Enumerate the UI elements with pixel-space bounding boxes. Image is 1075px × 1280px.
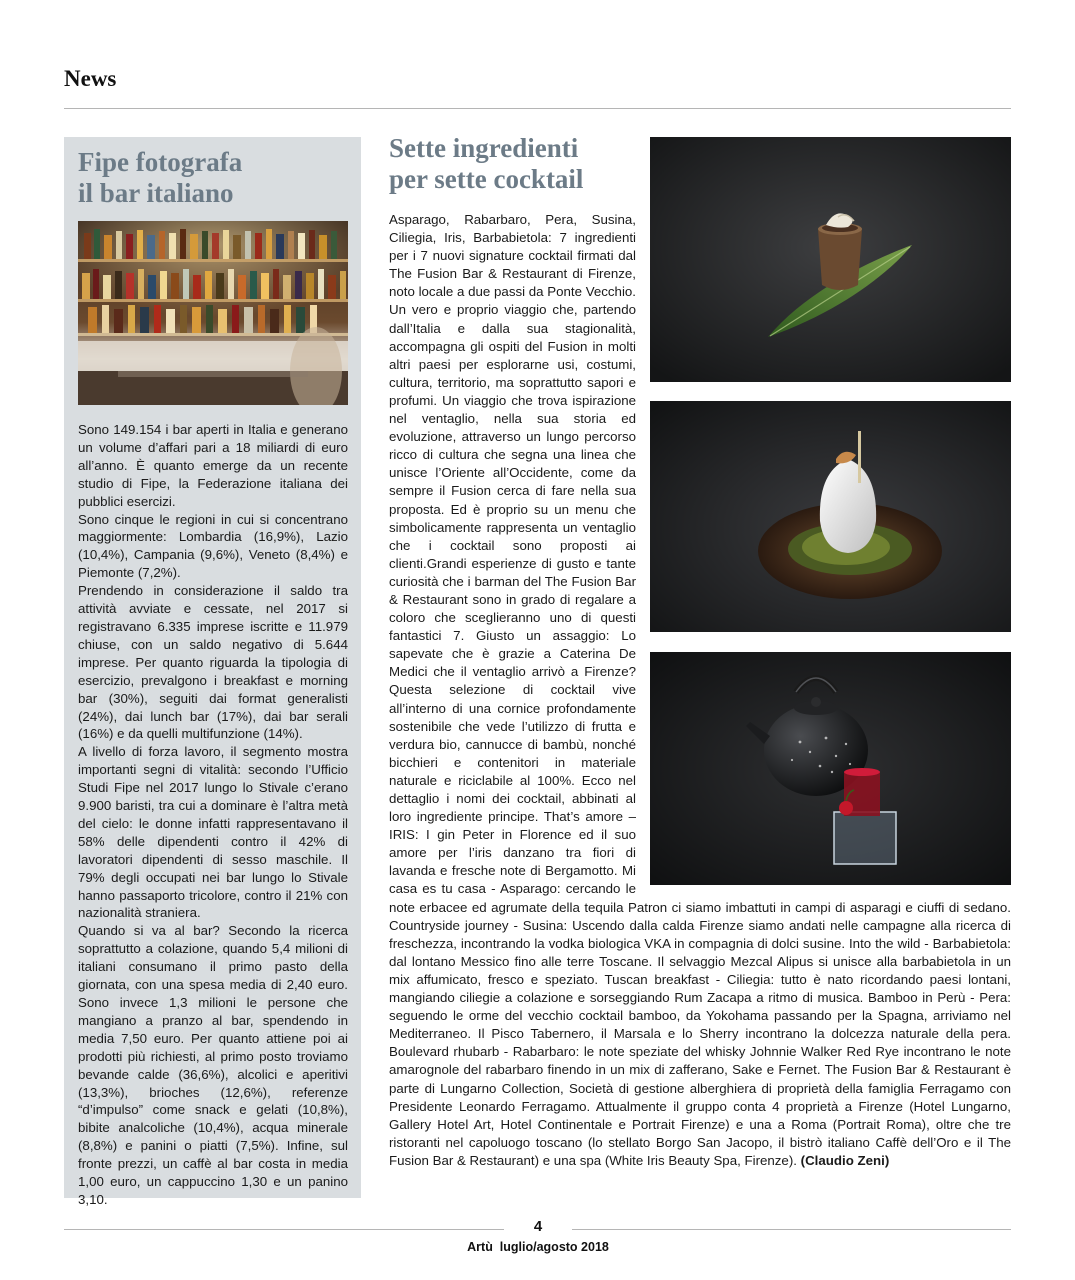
article-body-text: Asparago, Rabarbaro, Pera, Susina, Ciliegia, Iris, Barbabietola: 7 ingredienti per i 7 nuovi signature cocktail firmati dal The Fusion Bar & Restaurant di Firenze, noto locale a due passi da Ponte Vecchio. Un vero e proprio viaggio che, partendo dall’Italia e dalla sua stagionalità, accompagna gli ospiti del Fusion in molti altri paesi per esplorarne usi, costumi, cultura, territorio, ma soprattutto sapori e profumi. Un viaggio che trova ispirazione nel ventaglio, nella sua storia ed evoluzione, attraverso un lungo percorso ricco di cultura che segna una linea che unisce l’Oriente all’Occidente, come da sempre il Fusion cerca di fare nella sua proposta. Ed è proprio su un menu che simbolicamente rappresenta un ventaglio che i cocktail sono proposti ai clienti.Grandi esperienze di gusto e tante curiosità che i barman del The Fusion Bar & Restaurant sono in grado di regalare a coloro che sceglieranno uno di questi fantastici 7. Giusto un assaggio: Lo sapevate che è grazie a Caterina De Medici che il ventaglio arrivò a Firenze? Questa selezione di cocktail vive all’interno di una cornice profondamente sostenibile che vede l’utilizzo di frutta e verdura bio, cannucce di bambù, nonché bicchieri e contenitori in materiale naturale e riciclabile al 100%. Ecco nel dettaglio i nomi dei cocktail, abbinati al loro ingrediente principe. That’s amore – IRIS: I gin Peter in Florence ed il suo amore per l’iris danzano tra fiori di lavanda e fresche note di Bergamotto. Mi casa es tu casa - Asparago: cercando le note erbacee ed agrumate della tequila Patron ci siamo imbattuti in campi di asparagi e ciuffi di sedano. Countryside journey - Susina: Uscendo dalla calda Firenze siamo andati nelle campagne alla ricerca di freschezza, incontrando la vodka biologica VKA in compagnia di dolci susine. Into the wild - Barbabietola: dal lontano Messico fino alle terre Toscane. Il selvaggio Mezcal Alipus si unisce alla barbabietola in un mix affumicato, fresco e speziato. Tuscan breakfast - Ciliegia: tutto è nato ricordando paesi lontani, mangiando ciliegie a colazione e sorseggiando Rum Zacapa a ritmo di musica. Bamboo in Perù - Pera: seguendo le orme del vecchio cocktail bamboo, da Yokohama passando per la Spagna, arriviamo nel Mediterraneo. Il Pisco Tabernero, il Marsala e lo Sherry incontrano la dolcezza naturale della pera. Boulevard rhubarb - Rabarbaro: le note speziate del whisky Johnnie Walker Red Rye incontrano le note amarognole del rabarbaro finendo in un mix di zafferano, Sake e Fernet. The Fusion Bar & Restaurant è parte di Lungarno Collection, Società di gestione alberghiera di proprietà della famiglia Ferragamo con Presidente Leonardo Ferragamo. Attualmente il gruppo conta 4 proprietà a Firenze (Hotel Lungarno, Gallery Hotel Art, Hotel Continentale e Portrait Firenze) e una a Roma (Portrait Roma), oltre che tre ristoranti nel capoluogo toscano (lo stellato Borgo San Jacopo, il bistrò italiano Caffè dell’Oro e il The Fusion Bar & Restaurant) e una spa (White Iris Beauty Spa, Firenze).	[389, 212, 1011, 1168]
article-author: (Claudio Zeni)	[800, 1152, 890, 1168]
article-title-line-1: Sette ingredienti	[389, 133, 579, 163]
publication-name: Artù	[467, 1240, 493, 1254]
cocktail-photo-leaf	[650, 137, 1011, 382]
footer-rule-right	[572, 1229, 1011, 1230]
sidebar-paragraph: Prendendo in considerazione il saldo tra attività avviate e cessate, nel 2017 si registravano 6.335 imprese iscritte e 11.979 chiuse, con un saldo negativo di 5.644 imprese. Per quanto riguarda la tipologia di esercizio, prevalgono i breakfast e morning bar (30%), seguiti dai format generalisti (24%), dai lunch bar (17%), dai bar serali (16%) e da quelli multifunzione (14%).	[78, 583, 348, 742]
sidebar-paragraph: Quando si va al bar? Secondo la ricerca soprattutto a colazione, quando 5,4 milioni di italiani consumano il primo pasto della giornata, con una spesa media di 2,40 euro. Sono invece 1,3 milioni le persone che mangiano a pranzo al bar, spendendo in media 7,50 euro. Per quanto attiene poi ai prodotti più richiesti, al primo posto troviamo bevande calde (36,6%), alcolici e aperitivi (13,3%), brioches (12,6%), referenze “d’impulso” come snack e gelati (10,8%), bibite analcoliche (10,4%), acqua minerale (8,8%) e panini o piatti (7,5%). Infine, sul fronte prezzi, un caffè al bar costa in media 1,00 euro, un cappuccino 1,30 e un panino 3,10.	[78, 923, 348, 1207]
sidebar-paragraph: Sono 149.154 i bar aperti in Italia e generano un volume d’affari pari a 18 miliardi di euro all’anno. È quanto emerge da un recente studio di Fipe, la Federazione italiana dei pubblici esercizi.	[78, 422, 348, 509]
header-rule	[64, 108, 1011, 109]
page-number: 4	[533, 1218, 543, 1235]
footer-credit	[420, 1240, 656, 1254]
bar-shelves-photo	[78, 221, 348, 405]
cocktail-photo-egg	[650, 401, 1011, 632]
sidebar-title-line-2: il bar italiano	[78, 178, 234, 208]
sidebar-text	[78, 421, 348, 1209]
article-title-line-2: per sette cocktail	[389, 164, 584, 194]
sidebar-paragraph: Sono cinque le regioni in cui si concentrano maggiormente: Lombardia (16,9%), Lazio (10,4%), Campania (9,6%), Veneto (8,4%) e Piemonte (7,2%).	[78, 511, 348, 581]
sidebar-paragraph: A livello di forza lavoro, il segmento mostra importanti segni di vitalità: secondo l’Ufficio Studi Fipe nel 2017 lungo lo Stivale c’erano 9.900 baristi, tra cui a dominare è l’altra metà del cielo: le donne infatti rappresentavano il 58% delle dipendenti contro il 42% di lavoratori dipendenti di sesso maschile. Il 79% degli occupati nei bar lungo lo Stivale hanno passaporto tricolore, contro il 21% con nazionalità straniera.	[78, 744, 348, 921]
sidebar-title-line-1: Fipe fotografa	[78, 147, 243, 177]
section-label: News	[64, 66, 117, 91]
cocktail-photo-teapot	[650, 652, 1011, 885]
sidebar-title	[78, 147, 348, 209]
issue-date: luglio/agosto 2018	[499, 1240, 609, 1254]
sidebar-box	[64, 137, 361, 1207]
footer-rule-left	[64, 1229, 504, 1230]
article-title	[389, 133, 639, 195]
